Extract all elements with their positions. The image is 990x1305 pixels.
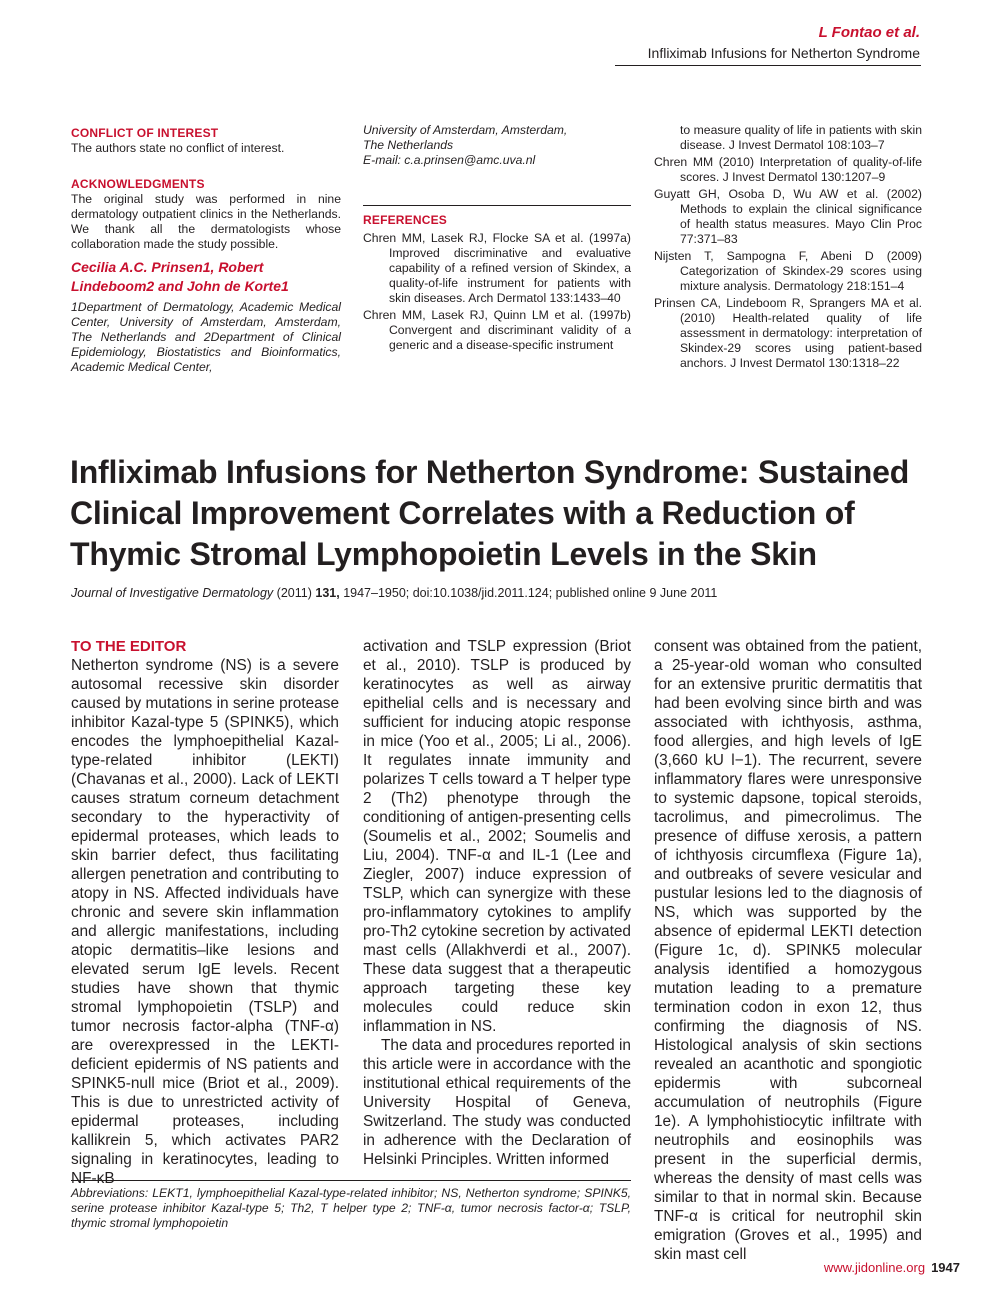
body-column-3 (654, 637, 922, 1264)
affiliation-cont-1: University of Amsterdam, Amsterdam, (363, 123, 568, 137)
body-paragraph: activation and TSLP expression (Briot et al., 2010). TSLP is produced by keratinocytes as well as airway epithelial cells and is necessary and sufficient for inducing atopic response in mice (Yoo et al., 2005; Li al., 2006). It regulates innate immunity and polarizes T cells toward a T helper type 2 (Th2) phenotype through the conditioning of antigen-presenting cells (Soumelis et al., 2002; Soumelis and Liu, 2004). TNF-α and IL-1 (Lee and Ziegler, 2007) induce expression of TSLP, which can synergize with these pro-inflammatory cytokines to amplify pro-Th2 cytokine secretion by activated mast cells (Allakhverdi et al., 2007). These data suggest that a therapeutic approach targeting these key molecules could reduce skin inflammation in NS. (363, 638, 631, 1035)
body-column-2 (363, 637, 631, 1169)
reference-item: Chren MM, Lasek RJ, Flocke SA et al. (1997a) Improved discriminative and evaluative capability of a refined version of Skindex, a quality-of-life instrument for patients with skin diseases. Arch Dermatol 133:1433–40 (363, 231, 631, 305)
page-number: 1947 (931, 1260, 960, 1275)
body-paragraph: Netherton syndrome (NS) is a severe autosomal recessive skin disorder caused by mutations in serine protease inhibitor Kazal-type 5 (SPINK5), which encodes the lymphoepithelial Kazal-type-related inhibitor (LEKTI) (Chavanas et al., 2000). Lack of LEKTI causes stratum corneum detachment secondary to the hyperactivity of epidermal proteases, which leads to skin barrier defect, thus facilitating allergen penetration and contributing to atopy in NS. Affected individuals have chronic and severe skin inflammation and allergic manifestations, including atopic dermatitis–like lesions and elevated serum IgE levels. Recent studies have shown that thymic stromal lymphopoietin (TSLP) and tumor necrosis factor-alpha (TNF-α) are overexpressed in the LEKTI-deficient epidermis of NS patients and SPINK5-null mice (Briot et al., 2009). This is due to unrestricted activity of epidermal proteases, including kallikrein 5, which activates PAR2 signaling in keratinocytes, leading to NF-κB (71, 657, 339, 1187)
journal-url-link[interactable]: www.jidonline.org (823, 1260, 926, 1275)
reference-item: Chren MM, Lasek RJ, Quinn LM et al. (1997b) Convergent and discriminant validity of a generic and a disease-specific instrument (363, 308, 631, 352)
prev-authors: Cecilia A.C. Prinsen1, Robert Lindeboom2 and John de Korte1 (71, 259, 289, 294)
references-heading: REFERENCES (363, 213, 448, 227)
prev-article-column-1 (71, 126, 341, 375)
prev-article-column-3 (654, 123, 922, 373)
conflict-heading: CONFLICT OF INTEREST (71, 126, 219, 140)
abbreviations-footnote: Abbreviations: LEKT1, lymphoepithelial Kazal-type-related inhibitor; NS, Netherton syndrome; SPINK5, serine protease inhibitor Kazal-type 5; Th2, T helper type 2; TNF-α, tumor necrosis factor-α; TSLP, thymic stromal lymphopoietin (71, 1186, 631, 1230)
reference-item: to measure quality of life in patients with skin disease. J Invest Dermatol 108:103–7 (680, 123, 922, 152)
citation-journal: Journal of Investigative Dermatology (71, 586, 274, 600)
citation-rest: 1947–1950; doi:10.1038/jid.2011.124; published online 9 June 2011 (343, 586, 718, 600)
header-rule (615, 65, 921, 66)
page-footer (824, 1260, 960, 1275)
reference-item: Guyatt GH, Osoba D, Wu AW et al. (2002) Methods to explain the clinical significance of health status measures. Mayo Clin Proc 77:371–83 (654, 187, 922, 246)
body-paragraph: The data and procedures reported in this article were in accordance with the institutional ethical requirements of the University Hospital of Geneva, Switzerland. The study was conducted in adherence with the Declaration of Helsinki Principles. Written informed (363, 1037, 631, 1168)
section-heading: TO THE EDITOR (71, 638, 187, 655)
body-paragraph: consent was obtained from the patient, a 25-year-old woman who consulted for an extensive pruritic dermatitis that had been evolving since birth and was associated with ichthyosis, asthma, food allergies, and high levels of IgE (3,660 kU l−1). The recurrent, severe inflammatory flares were unresponsive to systemic dapsone, topical steroids, tacrolimus, and pimecrolimus. The presence of diffuse xerosis, a pattern of ichthyosis circumflexa (Figure 1a), and outbreaks of severe vesicular and pustular lesions led to the diagnosis of NS, which was supported by the absence of epidermal LEKTI detection (Figure 1c, d). SPINK5 molecular analysis identified a homozygous mutation leading to a premature termination codon in exon 12, thus confirming the diagnosis of NS. Histological analysis of skin sections revealed an acanthotic and spongiotic epidermis with subcorneal accumulation of neutrophils (Figure 1e). A lymphohistiocytic infiltrate with neutrophils and eosinophils was present in the superficial dermis, whereas the density of mast cells was similar to that in normal skin. Because TNF-α is critical for neutrophil skin emigration (Groves et al., 1995) and skin mast cell (654, 638, 922, 1263)
prev-article-column-2 (363, 123, 631, 355)
affiliation-cont-2: The Netherlands (363, 138, 454, 152)
prev-affiliation: 1Department of Dermatology, Academic Medical Center, University of Amsterdam, Amsterdam, The Netherlands and 2Department of Clinical Epidemiology, Biostatistics and Bioinformatics, Academic Medical Center, (71, 300, 341, 374)
contact-email[interactable]: E-mail: c.a.prinsen@amc.uva.nl (363, 153, 536, 167)
ack-heading: ACKNOWLEDGMENTS (71, 177, 205, 191)
references-rule (363, 205, 631, 206)
reference-item: Prinsen CA, Lindeboom R, Sprangers MA et al. (2010) Health-related quality of life assessment in dermatology: interpretation of Skindex-29 scores using patient-based anchors. J Invest Dermatol 130:1318–22 (654, 296, 922, 370)
footnote-rule (71, 1180, 631, 1181)
conflict-text: The authors state no conflict of interest. (71, 141, 285, 155)
running-title: Infliximab Infusions for Netherton Syndrome (647, 45, 920, 61)
ack-text: The original study was performed in nine dermatology outpatient clinics in the Netherlands. We thank all the dermatologists whose collaboration made the study possible. (71, 192, 341, 251)
article-title: Infliximab Infusions for Netherton Syndrome: Sustained Clinical Improvement Correlates with a Reduction of Thymic Stromal Lymphopoietin Levels in the Skin (70, 454, 910, 572)
citation-line (71, 586, 717, 600)
citation-year: (2011) (276, 586, 312, 600)
body-column-1 (71, 637, 339, 1188)
citation-volume: 131, (315, 586, 340, 600)
reference-item: Nijsten T, Sampogna F, Abeni D (2009) Categorization of Skindex-29 scores using mixture analysis. Dermatology 218:151–4 (654, 249, 922, 293)
reference-item: Chren MM (2010) Interpretation of quality-of-life scores. J Invest Dermatol 130:1207–9 (654, 155, 922, 184)
running-author: L Fontao et al. (818, 24, 920, 41)
